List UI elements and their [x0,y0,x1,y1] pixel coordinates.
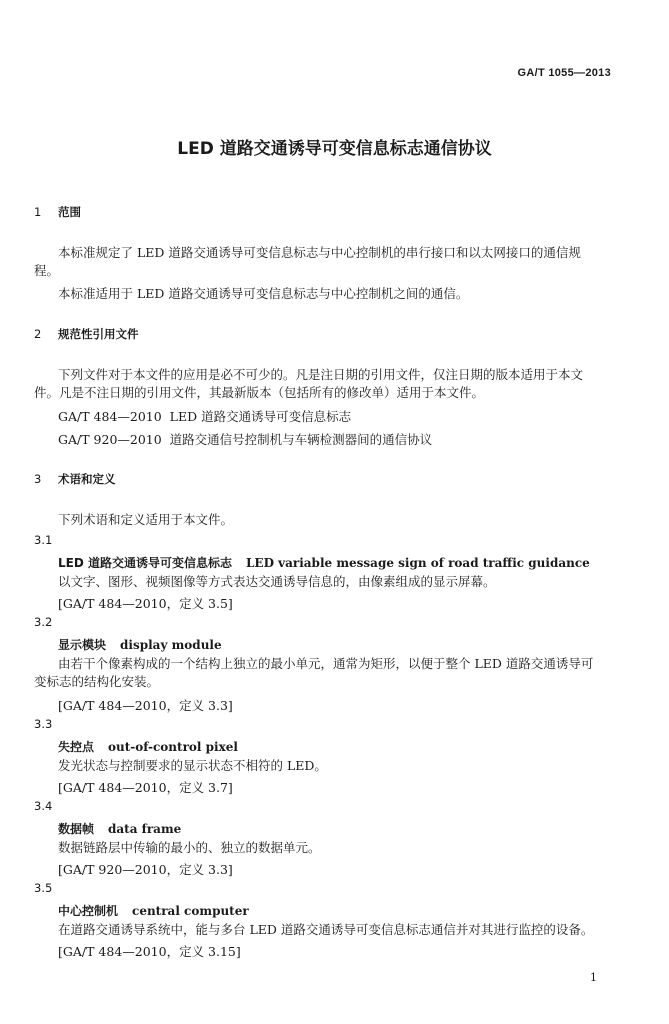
page-number: 1 [590,971,597,984]
term-english: data frame [108,822,182,836]
term-chinese: 中心控制机 [58,904,119,918]
term-number: 3.5 [34,881,53,895]
term-source: [GA/T 484—2010，定义 3.3] [58,698,233,713]
section-number: 1 [34,205,42,219]
section-2-paragraph-1: 下列文件对于本文件的应用是必不可少的。凡是注日期的引用文件，仅注日期的版本适用于本文件。凡是不注日期的引用文件，其最新版本（包括所有的修改单）适用于本文件。 [34,367,584,400]
reference-title: LED 道路交通诱导可变信息标志 [169,409,352,424]
term-english: out-of-control pixel [108,740,238,754]
section-3-paragraph-1: 下列术语和定义适用于本文件。 [58,512,234,527]
standard-code: GA/T 1055—2013 [517,67,611,79]
section-1-heading [34,204,81,220]
term-english: LED variable message sign of road traffic guidance [245,556,590,570]
term-number: 3.4 [34,799,53,813]
normative-reference [58,407,351,425]
term-number: 3.3 [34,717,53,731]
reference-title: 道路交通信号控制机与车辆检测器间的通信协议 [169,432,433,447]
term-heading [58,636,222,653]
term-definition: 数据链路层中传输的最小的、独立的数据单元。 [58,840,321,855]
term-number: 3.2 [34,615,53,629]
term-source: [GA/T 484—2010，定义 3.15] [58,944,241,959]
reference-code: GA/T 920—2010 [58,432,162,447]
term-heading [58,820,181,837]
section-number: 3 [34,472,42,486]
term-heading [58,554,590,571]
term-chinese: 失控点 [58,740,95,754]
term-source: [GA/T 484—2010，定义 3.7] [58,780,233,795]
section-2-heading [34,326,139,342]
term-definition: 以文字、图形、视频图像等方式表达交通诱导信息的，由像素组成的显示屏幕。 [58,574,496,589]
term-english: display module [120,638,222,652]
term-source: [GA/T 920—2010，定义 3.3] [58,862,233,877]
term-heading [58,902,249,919]
term-chinese: 数据帧 [58,822,95,836]
section-number: 2 [34,327,42,341]
section-1-paragraph-2: 本标准适用于 LED 道路交通诱导可变信息标志与中心控制机之间的通信。 [58,286,469,301]
term-definition: 由若干个像素构成的一个结构上独立的最小单元，通常为矩形，以便于整个 LED 道路交通诱导可变标志的结构化安装。 [34,656,594,689]
section-title: 范围 [58,205,81,219]
term-heading [58,738,238,755]
term-definition: 发光状态与控制要求的显示状态不相符的 LED。 [58,758,327,773]
term-chinese: 显示模块 [58,638,107,652]
term-number: 3.1 [34,533,53,547]
section-title: 术语和定义 [58,472,116,486]
section-title: 规范性引用文件 [58,327,139,341]
section-1-paragraph-1: 本标准规定了 LED 道路交通诱导可变信息标志与中心控制机的串行接口和以太网接口的通信规程。 [34,245,581,278]
term-definition: 在道路交通诱导系统中，能与多台 LED 道路交通诱导可变信息标志通信并对其进行监控的设备。 [58,922,594,937]
reference-code: GA/T 484—2010 [58,409,162,424]
term-chinese: LED 道路交通诱导可变信息标志 [58,556,232,570]
section-3-heading [34,471,116,487]
term-source: [GA/T 484—2010，定义 3.5] [58,596,233,611]
document-title: LED 道路交通诱导可变信息标志通信协议 [177,139,492,159]
normative-reference [58,430,432,448]
term-english: central computer [132,904,249,918]
